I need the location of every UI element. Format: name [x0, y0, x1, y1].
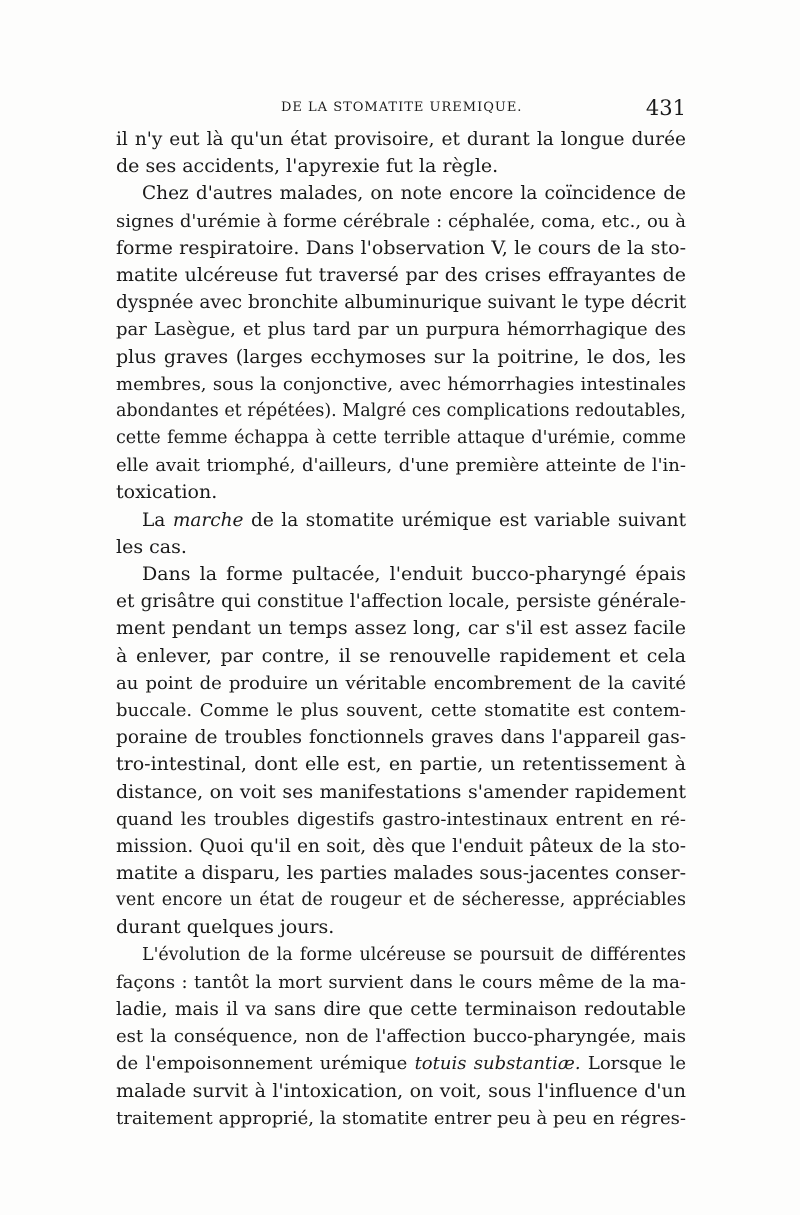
text-line: ladie, mais il va sans dire que cette terminaison redoutable: [116, 999, 686, 1020]
text-line: forme respiratoire. Dans l'observation V, le cours de la sto-: [116, 236, 686, 259]
text-line: matite ulcéreuse fut traversé par des crises effrayantes de: [116, 263, 686, 286]
text-line: signes d'urémie à forme cérébrale : céphalée, coma, etc., ou à: [116, 210, 686, 232]
text-line: façons : tantôt la mort survient dans le cours même de la ma-: [116, 971, 686, 993]
italic-term-totuis-substantiae: totuis substantiæ.: [414, 1053, 581, 1075]
text-line: abondantes et répétées). Malgré ces complications redoutables,: [116, 400, 686, 421]
text-line: traitement approprié, la stomatite entrer peu à peu en régres-: [116, 1107, 686, 1129]
text-line: il n'y eut là qu'un état provisoire, et durant la longue durée: [116, 129, 686, 150]
text-line: ment pendant un temps assez long, car s'il est assez facile: [116, 617, 686, 640]
text-run: de l'empoisonnement urémique: [116, 1053, 415, 1075]
text-line: [116, 507, 686, 534]
text-line: L'évolution de la forme ulcéreuse se poursuit de différentes: [142, 944, 686, 965]
text-line: à enlever, par contre, il se renouvelle rapidement et cela: [116, 644, 686, 667]
text-line: malade survit à l'intoxication, on voit, sous l'influence d'un: [116, 1079, 686, 1102]
text-line: Dans la forme pultacée, l'enduit bucco-pharyngé épais: [142, 563, 686, 585]
text-line: elle avait triomphé, d'ailleurs, d'une première atteinte de l'in-: [116, 455, 686, 477]
page-number: 431: [645, 96, 686, 120]
text-line: les cas.: [116, 535, 187, 558]
text-line: Chez d'autres malades, on note encore la coïncidence de: [142, 183, 686, 205]
text-line: distance, on voit ses manifestations s'amender rapidement: [116, 780, 686, 803]
running-title: DE LA STOMATITE UREMIQUE.: [281, 100, 523, 115]
text-line: et grisâtre qui constitue l'affection locale, persiste générale-: [116, 591, 686, 613]
text-line: tro-intestinal, dont elle est, en partie, un retentissement à: [116, 753, 686, 776]
text-line: cette femme échappa à cette terrible attaque d'urémie, comme: [116, 428, 686, 449]
text-line: toxication.: [116, 481, 218, 504]
text-line: vent encore un état de rougeur et de sécheresse, appréciables: [116, 890, 686, 911]
text-line: [116, 1050, 686, 1077]
text-line: matite a disparu, les parties malades sous-jacentes conser-: [116, 862, 686, 885]
text-line: quand les troubles digestifs gastro-intestinaux entrent en ré-: [116, 808, 686, 830]
text-line: est la conséquence, non de l'affection bucco-pharyngée, mais: [116, 1026, 686, 1048]
text-line: buccale. Comme le plus souvent, cette stomatite est contem-: [116, 699, 686, 721]
text-run: La: [142, 509, 173, 531]
body-text: [116, 126, 686, 1132]
text-line: de ses accidents, l'apyrexie fut la règle.: [116, 155, 499, 178]
text-run: de la stomatite urémique est variable suivant: [243, 509, 686, 531]
text-line: dyspnée avec bronchite albuminurique suivant le type décrit: [116, 292, 687, 314]
text-line: par Lasègue, et plus tard par un purpura hémorrhagique des: [116, 319, 686, 341]
text-line: plus graves (larges ecchymoses sur la poitrine, le dos, les: [116, 345, 686, 368]
text-line: poraine de troubles fonctionnels graves dans l'appareil gas-: [116, 727, 686, 749]
running-head: [116, 96, 686, 122]
italic-term-marche: marche: [172, 509, 244, 531]
text-line: durant quelques jours.: [116, 916, 335, 939]
text-line: au point de produire un véritable encombrement de la cavité: [116, 672, 686, 694]
text-run: Lorsque le: [580, 1053, 686, 1075]
text-line: mission. Quoi qu'il en soit, dès que l'enduit pâteux de la sto-: [116, 835, 686, 857]
text-line: membres, sous la conjonctive, avec hémorrhagies intestinales: [116, 373, 686, 395]
